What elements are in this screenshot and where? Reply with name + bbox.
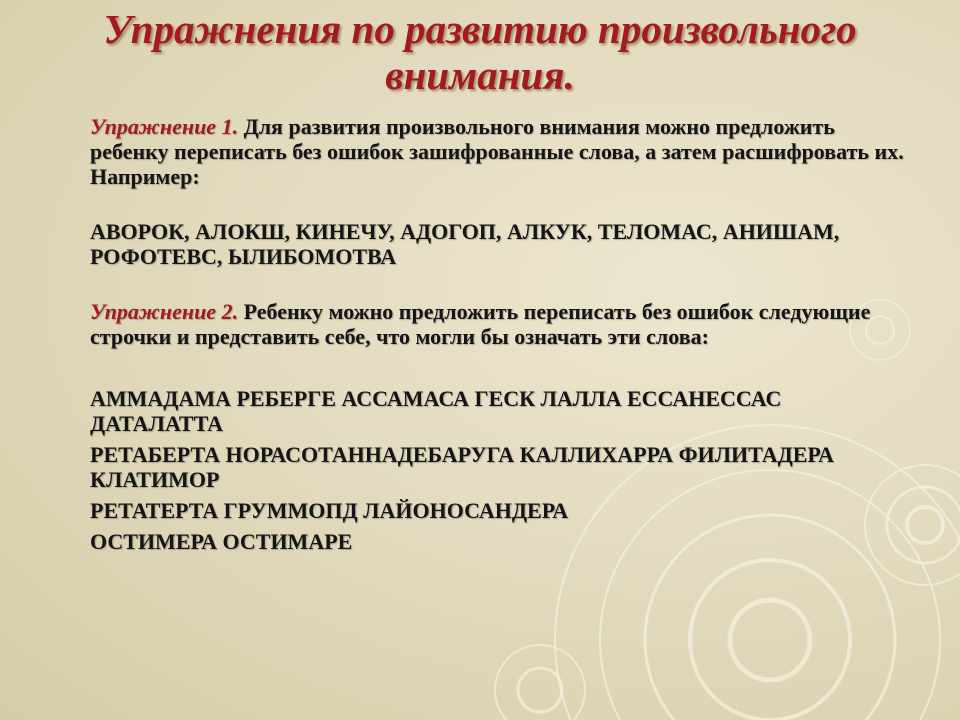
encoded-words: АВОРОК, АЛОКШ, КИНЕЧУ, АДОГОП, АЛКУК, ТЕЛОМАС, АНИШАМ, РОФОТЕВС, ЫЛИБОМОТВА bbox=[90, 219, 840, 269]
exercise-1-paragraph bbox=[90, 114, 910, 189]
slide-title: Упражнения по развитию произвольного внимания. bbox=[103, 6, 857, 98]
exercise-1-text: Для развития произвольного внимания можно предложить ребенку переписать без ошибок зашифрованные слова, а затем расшифровать их. Например: bbox=[90, 114, 904, 189]
word-line-2: РЕТАБЕРТА НОРАСОТАННАДЕБАРУГА КАЛЛИХАРРА ФИЛИТАДЕРА КЛАТИМОР bbox=[90, 442, 834, 492]
word-line-3: РЕТАТЕРТА ГРУММОПД ЛАЙОНОСАНДЕРА bbox=[90, 498, 569, 523]
exercise-1-label: Упражнение 1. bbox=[90, 114, 239, 139]
slide-content bbox=[90, 114, 910, 554]
exercise-2-text: Ребенку можно предложить переписать без ошибок следующие строчки и представить себе, что могли бы означать эти слова: bbox=[90, 299, 871, 349]
exercise-2-label: Упражнение 2. bbox=[90, 299, 239, 324]
exercise-2-paragraph bbox=[90, 299, 910, 349]
word-line-1: АММАДАМА РЕБЕРГЕ АССАМАСА ГЕСК ЛАЛЛА ЕССАНЕССАС ДАТАЛАТТА bbox=[90, 386, 782, 436]
word-line-4: ОСТИМЕРА ОСТИМАРЕ bbox=[90, 529, 353, 554]
